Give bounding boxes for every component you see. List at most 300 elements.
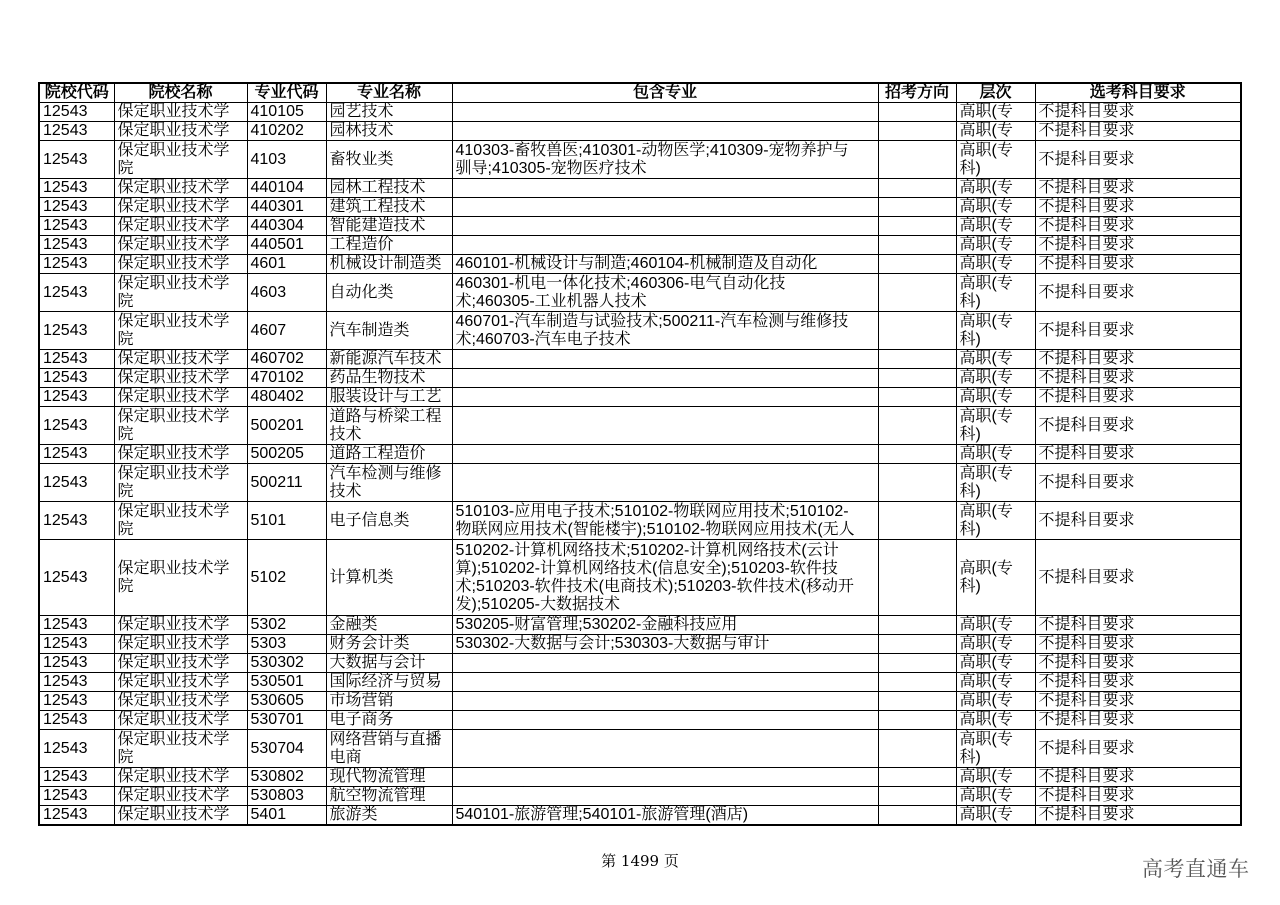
major-name-cell: 市场营销 (326, 692, 452, 711)
major-name-cell: 汽车制造类 (326, 312, 452, 350)
exam-direction-cell (878, 768, 956, 787)
included-majors-cell (452, 540, 878, 616)
header-exam-direction: 招考方向 (878, 83, 956, 103)
exam-direction-cell (878, 692, 956, 711)
school-code-cell: 12543 (39, 616, 114, 635)
exam-direction-cell (878, 502, 956, 540)
subject-requirement-cell: 不提科目要求 (1035, 806, 1241, 826)
table-row (39, 692, 1241, 711)
major-name-line: 技术 (329, 482, 362, 500)
exam-direction-cell (878, 198, 956, 217)
included-majors-cell (452, 312, 878, 350)
level-line: 科) (959, 748, 981, 766)
major-name-cell: 电子商务 (326, 711, 452, 730)
school-name-cell (114, 312, 247, 350)
table-row (39, 122, 1241, 141)
table-body (39, 103, 1241, 826)
major-name-cell: 国际经济与贸易 (326, 673, 452, 692)
level-cell: 高职(专 (956, 198, 1035, 217)
school-code-cell: 12543 (39, 274, 114, 312)
exam-direction-cell (878, 217, 956, 236)
school-name-cell: 保定职业技术学 (114, 787, 247, 806)
included-majors-line: 术;460305-工业机器人技术 (455, 292, 647, 310)
major-name-cell: 计算机类 (326, 540, 452, 616)
level-line: 高职(专 (959, 407, 1013, 425)
table-row (39, 407, 1241, 445)
school-code-cell: 12543 (39, 217, 114, 236)
included-majors-cell (452, 787, 878, 806)
table-row (39, 312, 1241, 350)
school-name-cell: 保定职业技术学 (114, 673, 247, 692)
major-name-cell: 畜牧业类 (326, 141, 452, 179)
school-name-cell: 保定职业技术学 (114, 122, 247, 141)
included-majors-cell (452, 407, 878, 445)
school-name-cell: 保定职业技术学 (114, 255, 247, 274)
included-majors-cell (452, 179, 878, 198)
major-name-cell (326, 407, 452, 445)
table-row (39, 217, 1241, 236)
subject-requirement-cell: 不提科目要求 (1035, 103, 1241, 122)
exam-direction-cell (878, 806, 956, 826)
school-name-line: 保定职业技术学 (117, 274, 230, 292)
level-line: 高职(专 (959, 730, 1013, 748)
table-row (39, 274, 1241, 312)
school-name-cell: 保定职业技术学 (114, 768, 247, 787)
school-name-cell (114, 502, 247, 540)
header-major-code: 专业代码 (247, 83, 326, 103)
major-name-cell: 工程造价 (326, 236, 452, 255)
subject-requirement-cell: 不提科目要求 (1035, 692, 1241, 711)
included-majors-cell (452, 350, 878, 369)
major-name-cell: 药品生物技术 (326, 369, 452, 388)
included-majors-cell (452, 673, 878, 692)
level-cell (956, 407, 1035, 445)
subject-requirement-cell: 不提科目要求 (1035, 730, 1241, 768)
table-row (39, 103, 1241, 122)
table-row (39, 141, 1241, 179)
subject-requirement-cell: 不提科目要求 (1035, 464, 1241, 502)
page-number: 第 1499 页 (601, 852, 679, 870)
school-name-cell: 保定职业技术学 (114, 388, 247, 407)
school-name-line: 院 (117, 482, 134, 500)
major-code-cell: 4607 (247, 312, 326, 350)
included-majors-cell: 530302-大数据与会计;530303-大数据与审计 (452, 635, 878, 654)
school-name-cell: 保定职业技术学 (114, 711, 247, 730)
school-name-line: 保定职业技术学 (117, 559, 230, 577)
school-name-cell (114, 464, 247, 502)
exam-direction-cell (878, 122, 956, 141)
table-row (39, 673, 1241, 692)
level-line: 高职(专 (959, 274, 1013, 292)
included-majors-line: 发);510205-大数据技术 (455, 595, 620, 613)
included-majors-cell (452, 122, 878, 141)
exam-direction-cell (878, 445, 956, 464)
school-code-cell: 12543 (39, 502, 114, 540)
school-code-cell: 12543 (39, 787, 114, 806)
school-name-cell: 保定职业技术学 (114, 179, 247, 198)
subject-requirement-cell: 不提科目要求 (1035, 255, 1241, 274)
header-school-name: 院校名称 (114, 83, 247, 103)
included-majors-cell (452, 768, 878, 787)
school-code-cell: 12543 (39, 673, 114, 692)
school-code-cell: 12543 (39, 806, 114, 826)
exam-direction-cell (878, 654, 956, 673)
school-name-cell: 保定职业技术学 (114, 616, 247, 635)
table-row (39, 616, 1241, 635)
table-header-row (39, 83, 1241, 103)
exam-direction-cell (878, 179, 956, 198)
subject-requirement-cell: 不提科目要求 (1035, 635, 1241, 654)
major-code-cell: 500205 (247, 445, 326, 464)
included-majors-cell (452, 388, 878, 407)
major-code-cell: 460702 (247, 350, 326, 369)
school-name-line: 保定职业技术学 (117, 464, 230, 482)
level-line: 高职(专 (959, 464, 1013, 482)
included-majors-cell (452, 198, 878, 217)
exam-direction-cell (878, 141, 956, 179)
subject-requirement-cell: 不提科目要求 (1035, 141, 1241, 179)
major-code-cell: 530605 (247, 692, 326, 711)
school-name-line: 保定职业技术学 (117, 730, 230, 748)
exam-direction-cell (878, 787, 956, 806)
level-cell: 高职(专 (956, 654, 1035, 673)
included-majors-line: 460701-汽车制造与试验技术;500211-汽车检测与维修技 (455, 312, 849, 330)
major-code-cell: 530803 (247, 787, 326, 806)
included-majors-cell (452, 141, 878, 179)
level-cell: 高职(专 (956, 388, 1035, 407)
major-code-cell: 4601 (247, 255, 326, 274)
table-row (39, 179, 1241, 198)
included-majors-cell (452, 692, 878, 711)
major-name-cell: 智能建造技术 (326, 217, 452, 236)
school-code-cell: 12543 (39, 654, 114, 673)
subject-requirement-cell: 不提科目要求 (1035, 369, 1241, 388)
school-name-line: 院 (117, 577, 134, 595)
level-cell: 高职(专 (956, 217, 1035, 236)
exam-direction-cell (878, 369, 956, 388)
major-code-cell: 530302 (247, 654, 326, 673)
major-code-cell: 5303 (247, 635, 326, 654)
level-cell: 高职(专 (956, 635, 1035, 654)
school-name-cell: 保定职业技术学 (114, 369, 247, 388)
major-code-cell: 500201 (247, 407, 326, 445)
subject-requirement-cell: 不提科目要求 (1035, 312, 1241, 350)
school-name-cell (114, 540, 247, 616)
table-row (39, 711, 1241, 730)
major-name-cell (326, 730, 452, 768)
major-code-cell: 5101 (247, 502, 326, 540)
school-name-line: 院 (117, 292, 134, 310)
included-majors-cell (452, 711, 878, 730)
table-row (39, 654, 1241, 673)
included-majors-cell (452, 502, 878, 540)
subject-requirement-cell: 不提科目要求 (1035, 388, 1241, 407)
level-cell (956, 141, 1035, 179)
level-line: 高职(专 (959, 502, 1013, 520)
level-cell (956, 274, 1035, 312)
school-name-line: 保定职业技术学 (117, 312, 230, 330)
major-name-cell: 园林技术 (326, 122, 452, 141)
level-cell: 高职(专 (956, 350, 1035, 369)
header-included-majors: 包含专业 (452, 83, 878, 103)
included-majors-line: 460301-机电一体化技术;460306-电气自动化技 (455, 274, 786, 292)
level-cell (956, 312, 1035, 350)
major-name-cell: 道路工程造价 (326, 445, 452, 464)
major-code-cell: 440104 (247, 179, 326, 198)
major-code-cell: 5302 (247, 616, 326, 635)
subject-requirement-cell: 不提科目要求 (1035, 122, 1241, 141)
level-cell: 高职(专 (956, 616, 1035, 635)
level-cell: 高职(专 (956, 673, 1035, 692)
school-name-cell: 保定职业技术学 (114, 236, 247, 255)
level-cell: 高职(专 (956, 692, 1035, 711)
major-name-cell: 服装设计与工艺 (326, 388, 452, 407)
major-name-cell: 大数据与会计 (326, 654, 452, 673)
school-name-cell: 保定职业技术学 (114, 198, 247, 217)
major-code-cell: 410105 (247, 103, 326, 122)
school-code-cell: 12543 (39, 540, 114, 616)
school-code-cell: 12543 (39, 312, 114, 350)
school-name-line: 院 (117, 330, 134, 348)
major-name-cell: 建筑工程技术 (326, 198, 452, 217)
major-name-cell: 电子信息类 (326, 502, 452, 540)
major-code-cell: 530802 (247, 768, 326, 787)
subject-requirement-cell: 不提科目要求 (1035, 236, 1241, 255)
school-code-cell: 12543 (39, 711, 114, 730)
level-cell: 高职(专 (956, 806, 1035, 826)
admission-table (38, 82, 1242, 826)
included-majors-line: 术;460703-汽车电子技术 (455, 330, 631, 348)
level-line: 高职(专 (959, 312, 1013, 330)
exam-direction-cell (878, 540, 956, 616)
included-majors-cell (452, 217, 878, 236)
level-line: 高职(专 (959, 141, 1013, 159)
school-name-cell: 保定职业技术学 (114, 445, 247, 464)
level-cell: 高职(专 (956, 369, 1035, 388)
school-name-line: 保定职业技术学 (117, 407, 230, 425)
school-code-cell: 12543 (39, 635, 114, 654)
exam-direction-cell (878, 730, 956, 768)
table-row (39, 730, 1241, 768)
subject-requirement-cell: 不提科目要求 (1035, 274, 1241, 312)
subject-requirement-cell: 不提科目要求 (1035, 768, 1241, 787)
school-name-cell: 保定职业技术学 (114, 350, 247, 369)
major-code-cell: 4603 (247, 274, 326, 312)
major-code-cell: 530704 (247, 730, 326, 768)
school-name-cell: 保定职业技术学 (114, 806, 247, 826)
level-cell: 高职(专 (956, 768, 1035, 787)
table-row (39, 255, 1241, 274)
school-code-cell: 12543 (39, 369, 114, 388)
level-cell: 高职(专 (956, 236, 1035, 255)
level-cell: 高职(专 (956, 122, 1035, 141)
included-majors-cell (452, 103, 878, 122)
subject-requirement-cell: 不提科目要求 (1035, 540, 1241, 616)
major-code-cell: 530501 (247, 673, 326, 692)
school-name-cell (114, 141, 247, 179)
included-majors-cell (452, 236, 878, 255)
table-row (39, 369, 1241, 388)
school-name-line: 保定职业技术学 (117, 502, 230, 520)
included-majors-cell: 530205-财富管理;530202-金融科技应用 (452, 616, 878, 635)
school-name-cell: 保定职业技术学 (114, 635, 247, 654)
school-name-cell: 保定职业技术学 (114, 217, 247, 236)
school-name-cell (114, 407, 247, 445)
major-name-cell: 新能源汽车技术 (326, 350, 452, 369)
school-name-cell: 保定职业技术学 (114, 103, 247, 122)
table-row (39, 445, 1241, 464)
school-name-cell: 保定职业技术学 (114, 692, 247, 711)
major-code-cell: 440501 (247, 236, 326, 255)
included-majors-line: 物联网应用技术(智能楼宇);510102-物联网应用技术(无人 (455, 520, 855, 538)
table-row (39, 806, 1241, 826)
header-subject-requirement: 选考科目要求 (1035, 83, 1241, 103)
included-majors-cell: 460101-机械设计与制造;460104-机械制造及自动化 (452, 255, 878, 274)
level-cell: 高职(专 (956, 787, 1035, 806)
level-cell (956, 502, 1035, 540)
subject-requirement-cell: 不提科目要求 (1035, 616, 1241, 635)
school-name-line: 院 (117, 425, 134, 443)
level-cell: 高职(专 (956, 103, 1035, 122)
school-code-cell: 12543 (39, 768, 114, 787)
level-line: 科) (959, 425, 981, 443)
major-code-cell: 440301 (247, 198, 326, 217)
table-row (39, 787, 1241, 806)
exam-direction-cell (878, 350, 956, 369)
subject-requirement-cell: 不提科目要求 (1035, 502, 1241, 540)
school-code-cell: 12543 (39, 198, 114, 217)
included-majors-line: 410303-畜牧兽医;410301-动物医学;410309-宠物养护与 (455, 141, 849, 159)
table-row (39, 236, 1241, 255)
level-line: 科) (959, 330, 981, 348)
major-code-cell: 440304 (247, 217, 326, 236)
major-code-cell: 470102 (247, 369, 326, 388)
school-code-cell: 12543 (39, 407, 114, 445)
level-line: 科) (959, 292, 981, 310)
major-name-line: 汽车检测与维修 (329, 464, 442, 482)
level-cell (956, 540, 1035, 616)
included-majors-line: 510103-应用电子技术;510102-物联网应用技术;510102- (455, 502, 849, 520)
major-name-cell: 机械设计制造类 (326, 255, 452, 274)
subject-requirement-cell: 不提科目要求 (1035, 445, 1241, 464)
included-majors-cell: 540101-旅游管理;540101-旅游管理(酒店) (452, 806, 878, 826)
school-code-cell: 12543 (39, 141, 114, 179)
major-name-cell: 园林工程技术 (326, 179, 452, 198)
major-code-cell: 5102 (247, 540, 326, 616)
level-line: 科) (959, 520, 981, 538)
major-code-cell: 410202 (247, 122, 326, 141)
exam-direction-cell (878, 407, 956, 445)
major-name-cell: 旅游类 (326, 806, 452, 826)
school-code-cell: 12543 (39, 388, 114, 407)
major-name-cell: 园艺技术 (326, 103, 452, 122)
major-name-line: 道路与桥梁工程 (329, 407, 442, 425)
school-name-cell (114, 274, 247, 312)
major-name-cell: 自动化类 (326, 274, 452, 312)
header-level: 层次 (956, 83, 1035, 103)
major-name-line: 技术 (329, 425, 362, 443)
major-name-cell: 金融类 (326, 616, 452, 635)
subject-requirement-cell: 不提科目要求 (1035, 787, 1241, 806)
table-row (39, 464, 1241, 502)
subject-requirement-cell: 不提科目要求 (1035, 217, 1241, 236)
school-name-line: 院 (117, 748, 134, 766)
subject-requirement-cell: 不提科目要求 (1035, 179, 1241, 198)
exam-direction-cell (878, 388, 956, 407)
level-line: 高职(专 (959, 559, 1013, 577)
included-majors-cell (452, 654, 878, 673)
header-school-code: 院校代码 (39, 83, 114, 103)
major-name-line: 网络营销与直播 (329, 730, 442, 748)
level-line: 科) (959, 159, 981, 177)
major-name-cell (326, 464, 452, 502)
major-name-cell: 财务会计类 (326, 635, 452, 654)
subject-requirement-cell: 不提科目要求 (1035, 407, 1241, 445)
watermark: 高考直通车 (1142, 857, 1250, 881)
exam-direction-cell (878, 635, 956, 654)
major-name-cell: 航空物流管理 (326, 787, 452, 806)
major-code-cell: 500211 (247, 464, 326, 502)
included-majors-cell (452, 464, 878, 502)
exam-direction-cell (878, 312, 956, 350)
school-code-cell: 12543 (39, 122, 114, 141)
school-name-line: 院 (117, 520, 134, 538)
subject-requirement-cell: 不提科目要求 (1035, 198, 1241, 217)
level-cell: 高职(专 (956, 255, 1035, 274)
level-line: 科) (959, 482, 981, 500)
table-row (39, 540, 1241, 616)
school-code-cell: 12543 (39, 445, 114, 464)
included-majors-line: 510202-计算机网络技术;510202-计算机网络技术(云计 (455, 541, 839, 559)
exam-direction-cell (878, 274, 956, 312)
school-code-cell: 12543 (39, 255, 114, 274)
exam-direction-cell (878, 673, 956, 692)
included-majors-cell (452, 445, 878, 464)
included-majors-cell (452, 369, 878, 388)
level-line: 科) (959, 577, 981, 595)
school-code-cell: 12543 (39, 179, 114, 198)
exam-direction-cell (878, 464, 956, 502)
exam-direction-cell (878, 255, 956, 274)
included-majors-cell (452, 730, 878, 768)
level-cell: 高职(专 (956, 179, 1035, 198)
major-name-line: 电商 (329, 748, 362, 766)
school-code-cell: 12543 (39, 464, 114, 502)
school-code-cell: 12543 (39, 730, 114, 768)
major-code-cell: 480402 (247, 388, 326, 407)
school-code-cell: 12543 (39, 103, 114, 122)
exam-direction-cell (878, 711, 956, 730)
school-name-line: 院 (117, 159, 134, 177)
major-code-cell: 4103 (247, 141, 326, 179)
table-row (39, 502, 1241, 540)
included-majors-cell (452, 274, 878, 312)
exam-direction-cell (878, 103, 956, 122)
school-name-cell: 保定职业技术学 (114, 654, 247, 673)
level-cell: 高职(专 (956, 445, 1035, 464)
included-majors-line: 术;510203-软件技术(电商技术);510203-软件技术(移动开 (455, 577, 854, 595)
school-code-cell: 12543 (39, 350, 114, 369)
level-cell (956, 730, 1035, 768)
subject-requirement-cell: 不提科目要求 (1035, 673, 1241, 692)
major-code-cell: 5401 (247, 806, 326, 826)
table-row (39, 198, 1241, 217)
exam-direction-cell (878, 236, 956, 255)
exam-direction-cell (878, 616, 956, 635)
included-majors-line: 算);510202-计算机网络技术(信息安全);510203-软件技 (455, 559, 838, 577)
school-code-cell: 12543 (39, 236, 114, 255)
included-majors-line: 驯导;410305-宠物医疗技术 (455, 159, 647, 177)
